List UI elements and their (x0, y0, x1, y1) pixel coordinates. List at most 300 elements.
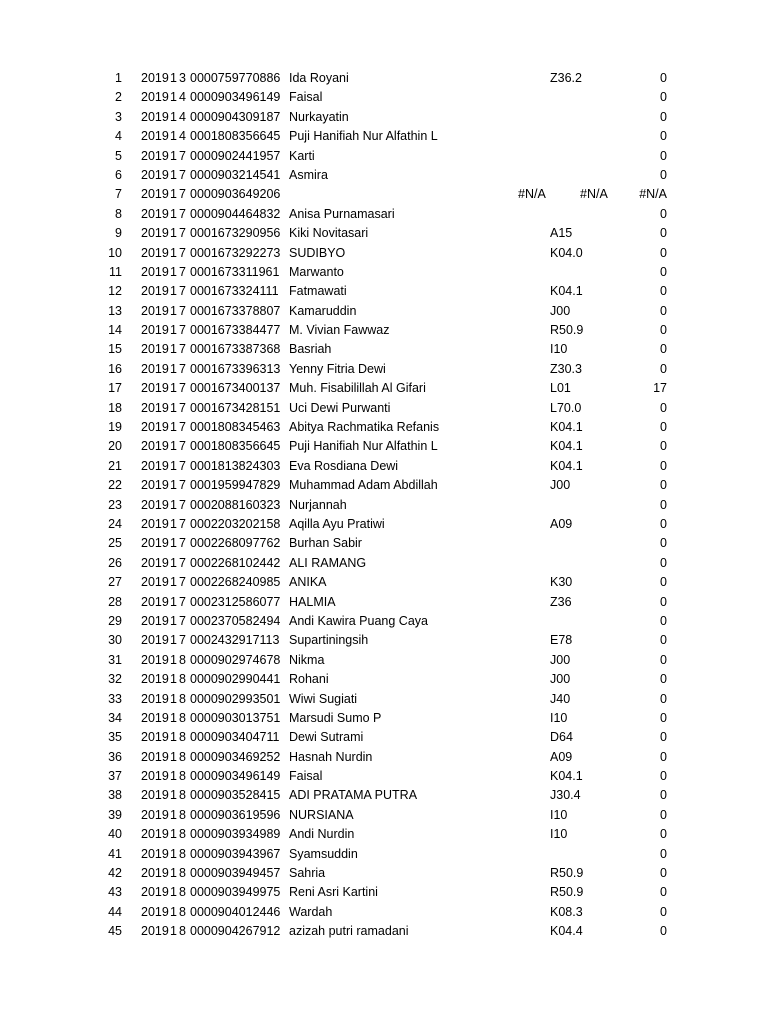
row-number: 13 (108, 303, 122, 318)
year-cell: 2019 (141, 129, 169, 144)
patient-name-cell: Muhammad Adam Abdillah (289, 478, 438, 493)
value-cell: 0 (660, 206, 667, 221)
table-row (0, 399, 768, 418)
table-row (0, 883, 768, 902)
table-row (0, 418, 768, 437)
card-number-cell: 0001673387368 (190, 342, 281, 357)
diagnosis-code-cell: L70.0 (550, 400, 582, 415)
card-number-cell: 0002268240985 (190, 575, 281, 590)
table-row (0, 534, 768, 553)
segment-b-cell: 8 (179, 924, 186, 939)
patient-name-cell: Kamaruddin (289, 303, 357, 318)
table-row (0, 340, 768, 359)
card-number-cell: 0000903469252 (190, 749, 281, 764)
year-cell: 2019 (141, 245, 169, 260)
table-row (0, 147, 768, 166)
row-number: 6 (115, 167, 122, 182)
row-number: 28 (108, 594, 122, 609)
year-cell: 2019 (141, 769, 169, 784)
segment-b-cell: 8 (179, 691, 186, 706)
row-number: 23 (108, 497, 122, 512)
diagnosis-code-cell: J30.4 (550, 788, 581, 803)
patient-name-cell: Puji Hanifiah Nur Alfathin L (289, 439, 438, 454)
value-cell: 0 (660, 575, 667, 590)
diagnosis-code-cell: R50.9 (550, 885, 584, 900)
diagnosis-code-cell: Z36 (550, 594, 572, 609)
card-number-cell: 0001673400137 (190, 381, 281, 396)
table-row (0, 321, 768, 340)
patient-name-cell: Rohani (289, 672, 329, 687)
year-cell: 2019 (141, 652, 169, 667)
segment-a-cell: 1 (170, 284, 177, 299)
value-cell: 0 (660, 613, 667, 628)
diagnosis-code-cell: J00 (550, 478, 571, 493)
segment-b-cell: 7 (179, 148, 186, 163)
row-number: 17 (108, 381, 122, 396)
card-number-cell: 0000903404711 (190, 730, 280, 745)
year-cell: 2019 (141, 361, 169, 376)
patient-name-cell: Wiwi Sugiati (289, 691, 358, 706)
row-number: 18 (108, 400, 122, 415)
card-number-cell: 0000903949975 (190, 885, 281, 900)
segment-a-cell: 1 (170, 769, 177, 784)
value-cell: 0 (660, 342, 667, 357)
year-cell: 2019 (141, 633, 169, 648)
segment-a-cell: 1 (170, 807, 177, 822)
diagnosis-code-cell: #N/A (518, 187, 546, 202)
year-cell: 2019 (141, 885, 169, 900)
row-number: 27 (108, 575, 122, 590)
table-row (0, 88, 768, 107)
diagnosis-code-cell: A15 (550, 226, 573, 241)
segment-b-cell: 3 (179, 71, 186, 85)
card-number-cell: 0001808356645 (190, 439, 281, 454)
row-number: 15 (108, 342, 122, 357)
card-number-cell: 0000903013751 (190, 710, 281, 725)
segment-a-cell: 1 (170, 846, 177, 861)
segment-a-cell: 1 (170, 730, 177, 745)
patient-name-cell: Wardah (289, 904, 333, 919)
segment-a-cell: 1 (170, 885, 177, 900)
table-row (0, 360, 768, 379)
value-cell: 0 (660, 458, 667, 473)
patient-name-cell: Syamsuddin (289, 846, 358, 861)
segment-b-cell: 4 (179, 90, 186, 105)
segment-a-cell: 1 (170, 710, 177, 725)
row-number: 1 (115, 71, 122, 85)
segment-a-cell: 1 (170, 749, 177, 764)
row-number: 25 (108, 536, 122, 551)
value-cell: 0 (660, 264, 667, 279)
segment-b-cell: 7 (179, 226, 186, 241)
segment-a-cell: 1 (170, 206, 177, 221)
row-number: 33 (108, 691, 122, 706)
row-number: 9 (115, 226, 122, 241)
table-row (0, 457, 768, 476)
year-cell: 2019 (141, 342, 169, 357)
segment-a-cell: 1 (170, 129, 177, 144)
card-number-cell: 0000902441957 (190, 148, 281, 163)
segment-a-cell: 1 (170, 497, 177, 512)
value-cell: 0 (660, 478, 667, 493)
segment-a-cell: 1 (170, 652, 177, 667)
value-cell: 0 (660, 90, 667, 105)
patient-name-cell: Faisal (289, 769, 323, 784)
segment-b-cell: 7 (179, 342, 186, 357)
segment-a-cell: 1 (170, 536, 177, 551)
segment-b-cell: 8 (179, 846, 186, 861)
row-number: 21 (108, 458, 122, 473)
value-cell: 0 (660, 730, 667, 745)
row-number: 32 (108, 672, 122, 687)
card-number-cell: 0002432917113 (190, 633, 280, 648)
segment-a-cell: 1 (170, 361, 177, 376)
diagnosis-code-cell: E78 (550, 633, 573, 648)
diagnosis-code-cell: A09 (550, 749, 573, 764)
patient-name-cell: Sahria (289, 866, 326, 881)
card-number-cell: 0000903214541 (190, 167, 281, 182)
segment-a-cell: 1 (170, 71, 177, 85)
segment-b-cell: 7 (179, 516, 186, 531)
segment-b-cell: 7 (179, 594, 186, 609)
segment-b-cell: 8 (179, 788, 186, 803)
row-number: 8 (115, 206, 122, 221)
year-cell: 2019 (141, 109, 169, 124)
table-row (0, 593, 768, 612)
segment-a-cell: 1 (170, 866, 177, 881)
segment-b-cell: 8 (179, 827, 186, 842)
row-number: 10 (108, 245, 122, 260)
patient-name-cell: Supartiningsih (289, 633, 369, 648)
table-row (0, 302, 768, 321)
value-cell: 0 (660, 245, 667, 260)
row-number: 30 (108, 633, 122, 648)
patient-name-cell: Dewi Sutrami (289, 730, 364, 745)
year-cell: 2019 (141, 381, 169, 396)
diagnosis-code-cell: Z36.2 (550, 71, 582, 85)
segment-a-cell: 1 (170, 264, 177, 279)
card-number-cell: 0000903496149 (190, 90, 281, 105)
diagnosis-code-cell: R50.9 (550, 323, 584, 338)
patient-name-cell: HALMIA (289, 594, 336, 609)
segment-b-cell: 8 (179, 769, 186, 784)
row-number: 44 (108, 904, 122, 919)
value-cell: 0 (660, 420, 667, 435)
value-cell: 0 (660, 303, 667, 318)
row-number: 42 (108, 866, 122, 881)
card-number-cell: 0000759770886 (190, 71, 281, 85)
row-number: 12 (108, 284, 122, 299)
table-row (0, 806, 768, 825)
segment-b-cell: 7 (179, 167, 186, 182)
diagnosis-code-cell: I10 (550, 342, 568, 357)
table-row (0, 922, 768, 941)
patient-name-cell: Asmira (289, 167, 328, 182)
card-number-cell: 0001673324111 (190, 284, 279, 299)
patient-name-cell: NURSIANA (289, 807, 354, 822)
diagnosis-code-cell: A09 (550, 516, 573, 531)
segment-a-cell: 1 (170, 827, 177, 842)
diagnosis-code-cell: J40 (550, 691, 571, 706)
patient-name-cell: Anisa Purnamasari (289, 206, 395, 221)
row-number: 36 (108, 749, 122, 764)
card-number-cell: 0000903528415 (190, 788, 281, 803)
table-row (0, 205, 768, 224)
year-cell: 2019 (141, 226, 169, 241)
table-row (0, 709, 768, 728)
card-number-cell: 0001673384477 (190, 323, 281, 338)
row-number: 31 (108, 652, 122, 667)
value-cell: 0 (660, 439, 667, 454)
patient-name-cell: Uci Dewi Purwanti (289, 400, 391, 415)
diagnosis-code-cell: J00 (550, 672, 571, 687)
segment-b-cell: 7 (179, 381, 186, 396)
table-row (0, 437, 768, 456)
segment-b-cell: 8 (179, 710, 186, 725)
year-cell: 2019 (141, 303, 169, 318)
segment-b-cell: 7 (179, 187, 186, 202)
table-row (0, 127, 768, 146)
segment-a-cell: 1 (170, 420, 177, 435)
year-cell: 2019 (141, 536, 169, 551)
row-number: 19 (108, 420, 122, 435)
card-number-cell: 0001808345463 (190, 420, 281, 435)
patient-name-cell: Eva Rosdiana Dewi (289, 458, 399, 473)
year-cell: 2019 (141, 478, 169, 493)
value-cell: 0 (660, 904, 667, 919)
segment-b-cell: 7 (179, 303, 186, 318)
diagnosis-code-cell: K04.1 (550, 284, 583, 299)
diagnosis-code-cell: K04.1 (550, 458, 583, 473)
diagnosis-code-cell: K04.1 (550, 769, 583, 784)
segment-b-cell: 8 (179, 885, 186, 900)
row-number: 26 (108, 555, 122, 570)
value-cell: 0 (660, 885, 667, 900)
year-cell: 2019 (141, 575, 169, 590)
segment-b-cell: 7 (179, 284, 186, 299)
year-cell: 2019 (141, 594, 169, 609)
segment-a-cell: 1 (170, 148, 177, 163)
patient-name-cell: Reni Asri Kartini (289, 885, 378, 900)
diagnosis-code-cell: J00 (550, 652, 571, 667)
patient-name-cell: Nikma (289, 652, 325, 667)
segment-b-cell: 7 (179, 458, 186, 473)
year-cell: 2019 (141, 904, 169, 919)
segment-a-cell: 1 (170, 924, 177, 939)
year-cell: 2019 (141, 613, 169, 628)
segment-a-cell: 1 (170, 633, 177, 648)
year-cell: 2019 (141, 148, 169, 163)
year-cell: 2019 (141, 167, 169, 182)
table-row (0, 612, 768, 631)
year-cell: 2019 (141, 71, 169, 85)
segment-b-cell: 7 (179, 497, 186, 512)
data-table (0, 69, 768, 942)
segment-a-cell: 1 (170, 516, 177, 531)
row-number: 4 (115, 129, 122, 144)
year-cell: 2019 (141, 807, 169, 822)
year-cell: 2019 (141, 439, 169, 454)
card-number-cell: 0000904012446 (190, 904, 281, 919)
diagnosis-code-cell: K04.0 (550, 245, 583, 260)
row-number: 43 (108, 885, 122, 900)
diagnosis-code-cell: I10 (550, 710, 568, 725)
year-cell: 2019 (141, 497, 169, 512)
value-cell: 0 (660, 652, 667, 667)
row-number: 29 (108, 613, 122, 628)
patient-name-cell: Andi Kawira Puang Caya (289, 613, 428, 628)
segment-b-cell: 7 (179, 536, 186, 551)
value-cell: 0 (660, 226, 667, 241)
value-cell: 0 (660, 536, 667, 551)
patient-name-cell: Marsudi Sumo P (289, 710, 382, 725)
value-cell: 0 (660, 323, 667, 338)
table-row (0, 282, 768, 301)
card-number-cell: 0000903943967 (190, 846, 281, 861)
table-row (0, 631, 768, 650)
segment-a-cell: 1 (170, 555, 177, 570)
card-number-cell: 0002088160323 (190, 497, 281, 512)
year-cell: 2019 (141, 90, 169, 105)
segment-b-cell: 8 (179, 807, 186, 822)
segment-a-cell: 1 (170, 109, 177, 124)
diagnosis-code-cell: D64 (550, 730, 573, 745)
row-number: 39 (108, 807, 122, 822)
value-cell: 0 (660, 594, 667, 609)
year-cell: 2019 (141, 827, 169, 842)
segment-a-cell: 1 (170, 691, 177, 706)
row-number: 34 (108, 710, 122, 725)
row-number: 35 (108, 730, 122, 745)
patient-name-cell: Karti (289, 148, 315, 163)
card-number-cell: 0002268097762 (190, 536, 281, 551)
patient-name-cell: ANIKA (289, 575, 327, 590)
segment-a-cell: 1 (170, 167, 177, 182)
value-cell: 0 (660, 846, 667, 861)
table-row (0, 244, 768, 263)
year-cell: 2019 (141, 672, 169, 687)
year-cell: 2019 (141, 400, 169, 415)
segment-b-cell: 7 (179, 206, 186, 221)
value-cell: 0 (660, 497, 667, 512)
patient-name-cell: Kiki Novitasari (289, 226, 369, 241)
segment-a-cell: 1 (170, 594, 177, 609)
row-number: 16 (108, 361, 122, 376)
segment-b-cell: 8 (179, 672, 186, 687)
card-number-cell: 0000903934989 (190, 827, 281, 842)
patient-name-cell: Muh. Fisabilillah Al Gifari (289, 381, 426, 396)
segment-a-cell: 1 (170, 342, 177, 357)
row-number: 45 (108, 924, 122, 939)
patient-name-cell: Yenny Fitria Dewi (289, 361, 386, 376)
diagnosis-code-cell: K04.1 (550, 439, 583, 454)
row-number: 11 (109, 264, 122, 279)
card-number-cell: 0000902993501 (190, 691, 281, 706)
card-number-cell: 0001673428151 (190, 400, 281, 415)
segment-b-cell: 7 (179, 555, 186, 570)
row-number: 7 (115, 187, 122, 202)
patient-name-cell: Abitya Rachmatika Refanis (289, 420, 440, 435)
card-number-cell: 0002370582494 (190, 613, 281, 628)
card-number-cell: 0000902974678 (190, 652, 281, 667)
segment-a-cell: 1 (170, 613, 177, 628)
card-number-cell: 0000902990441 (190, 672, 281, 687)
segment-a-cell: 1 (170, 788, 177, 803)
value-cell: 0 (660, 710, 667, 725)
segment-a-cell: 1 (170, 478, 177, 493)
card-number-cell: 0001959947829 (190, 478, 281, 493)
diagnosis-code-cell: L01 (550, 381, 571, 396)
segment-a-cell: 1 (170, 575, 177, 590)
diagnosis-code-cell: R50.9 (550, 866, 584, 881)
card-number-cell: 0001673292273 (190, 245, 281, 260)
table-row (0, 786, 768, 805)
table-row (0, 651, 768, 670)
segment-b-cell: 7 (179, 361, 186, 376)
value-cell: 0 (660, 400, 667, 415)
segment-a-cell: 1 (170, 303, 177, 318)
year-cell: 2019 (141, 187, 169, 202)
card-number-cell: 0000903949457 (190, 866, 281, 881)
year-cell: 2019 (141, 264, 169, 279)
year-cell: 2019 (141, 516, 169, 531)
segment-a-cell: 1 (170, 323, 177, 338)
year-cell: 2019 (141, 749, 169, 764)
segment-b-cell: 7 (179, 613, 186, 628)
segment-b-cell: 8 (179, 866, 186, 881)
card-number-cell: 0001673311961 (190, 264, 280, 279)
value-cell: #N/A (639, 187, 667, 202)
table-row (0, 864, 768, 883)
segment-b-cell: 8 (179, 749, 186, 764)
patient-name-cell: M. Vivian Fawwaz (289, 323, 390, 338)
row-number: 37 (108, 769, 122, 784)
value-cell: 0 (660, 361, 667, 376)
year-cell: 2019 (141, 691, 169, 706)
value-cell: 0 (660, 788, 667, 803)
segment-a-cell: 1 (170, 187, 177, 202)
patient-name-cell: Fatmawati (289, 284, 347, 299)
diagnosis-code-cell: Z30.3 (550, 361, 582, 376)
year-cell: 2019 (141, 323, 169, 338)
year-cell: 2019 (141, 788, 169, 803)
card-number-cell: 0002203202158 (190, 516, 281, 531)
row-number: 24 (108, 516, 122, 531)
segment-a-cell: 1 (170, 904, 177, 919)
card-number-cell: 0001673290956 (190, 226, 281, 241)
row-number: 14 (108, 323, 122, 338)
value-cell: 0 (660, 827, 667, 842)
patient-name-cell: ALI RAMANG (289, 555, 367, 570)
table-row (0, 476, 768, 495)
year-cell: 2019 (141, 866, 169, 881)
segment-a-cell: 1 (170, 381, 177, 396)
year-cell: 2019 (141, 420, 169, 435)
patient-name-cell: SUDIBYO (289, 245, 346, 260)
row-number: 22 (108, 478, 122, 493)
card-number-cell: 0002268102442 (190, 555, 281, 570)
patient-name-cell: Nurjannah (289, 497, 347, 512)
patient-name-cell: azizah putri ramadani (289, 924, 409, 939)
value-cell: 0 (660, 749, 667, 764)
card-number-cell: 0001813824303 (190, 458, 281, 473)
row-number: 5 (115, 148, 122, 163)
segment-b-cell: 7 (179, 264, 186, 279)
value-cell: 17 (653, 381, 667, 396)
value-cell: 0 (660, 866, 667, 881)
value-cell: 0 (660, 167, 667, 182)
card-number-cell: 0001808356645 (190, 129, 281, 144)
